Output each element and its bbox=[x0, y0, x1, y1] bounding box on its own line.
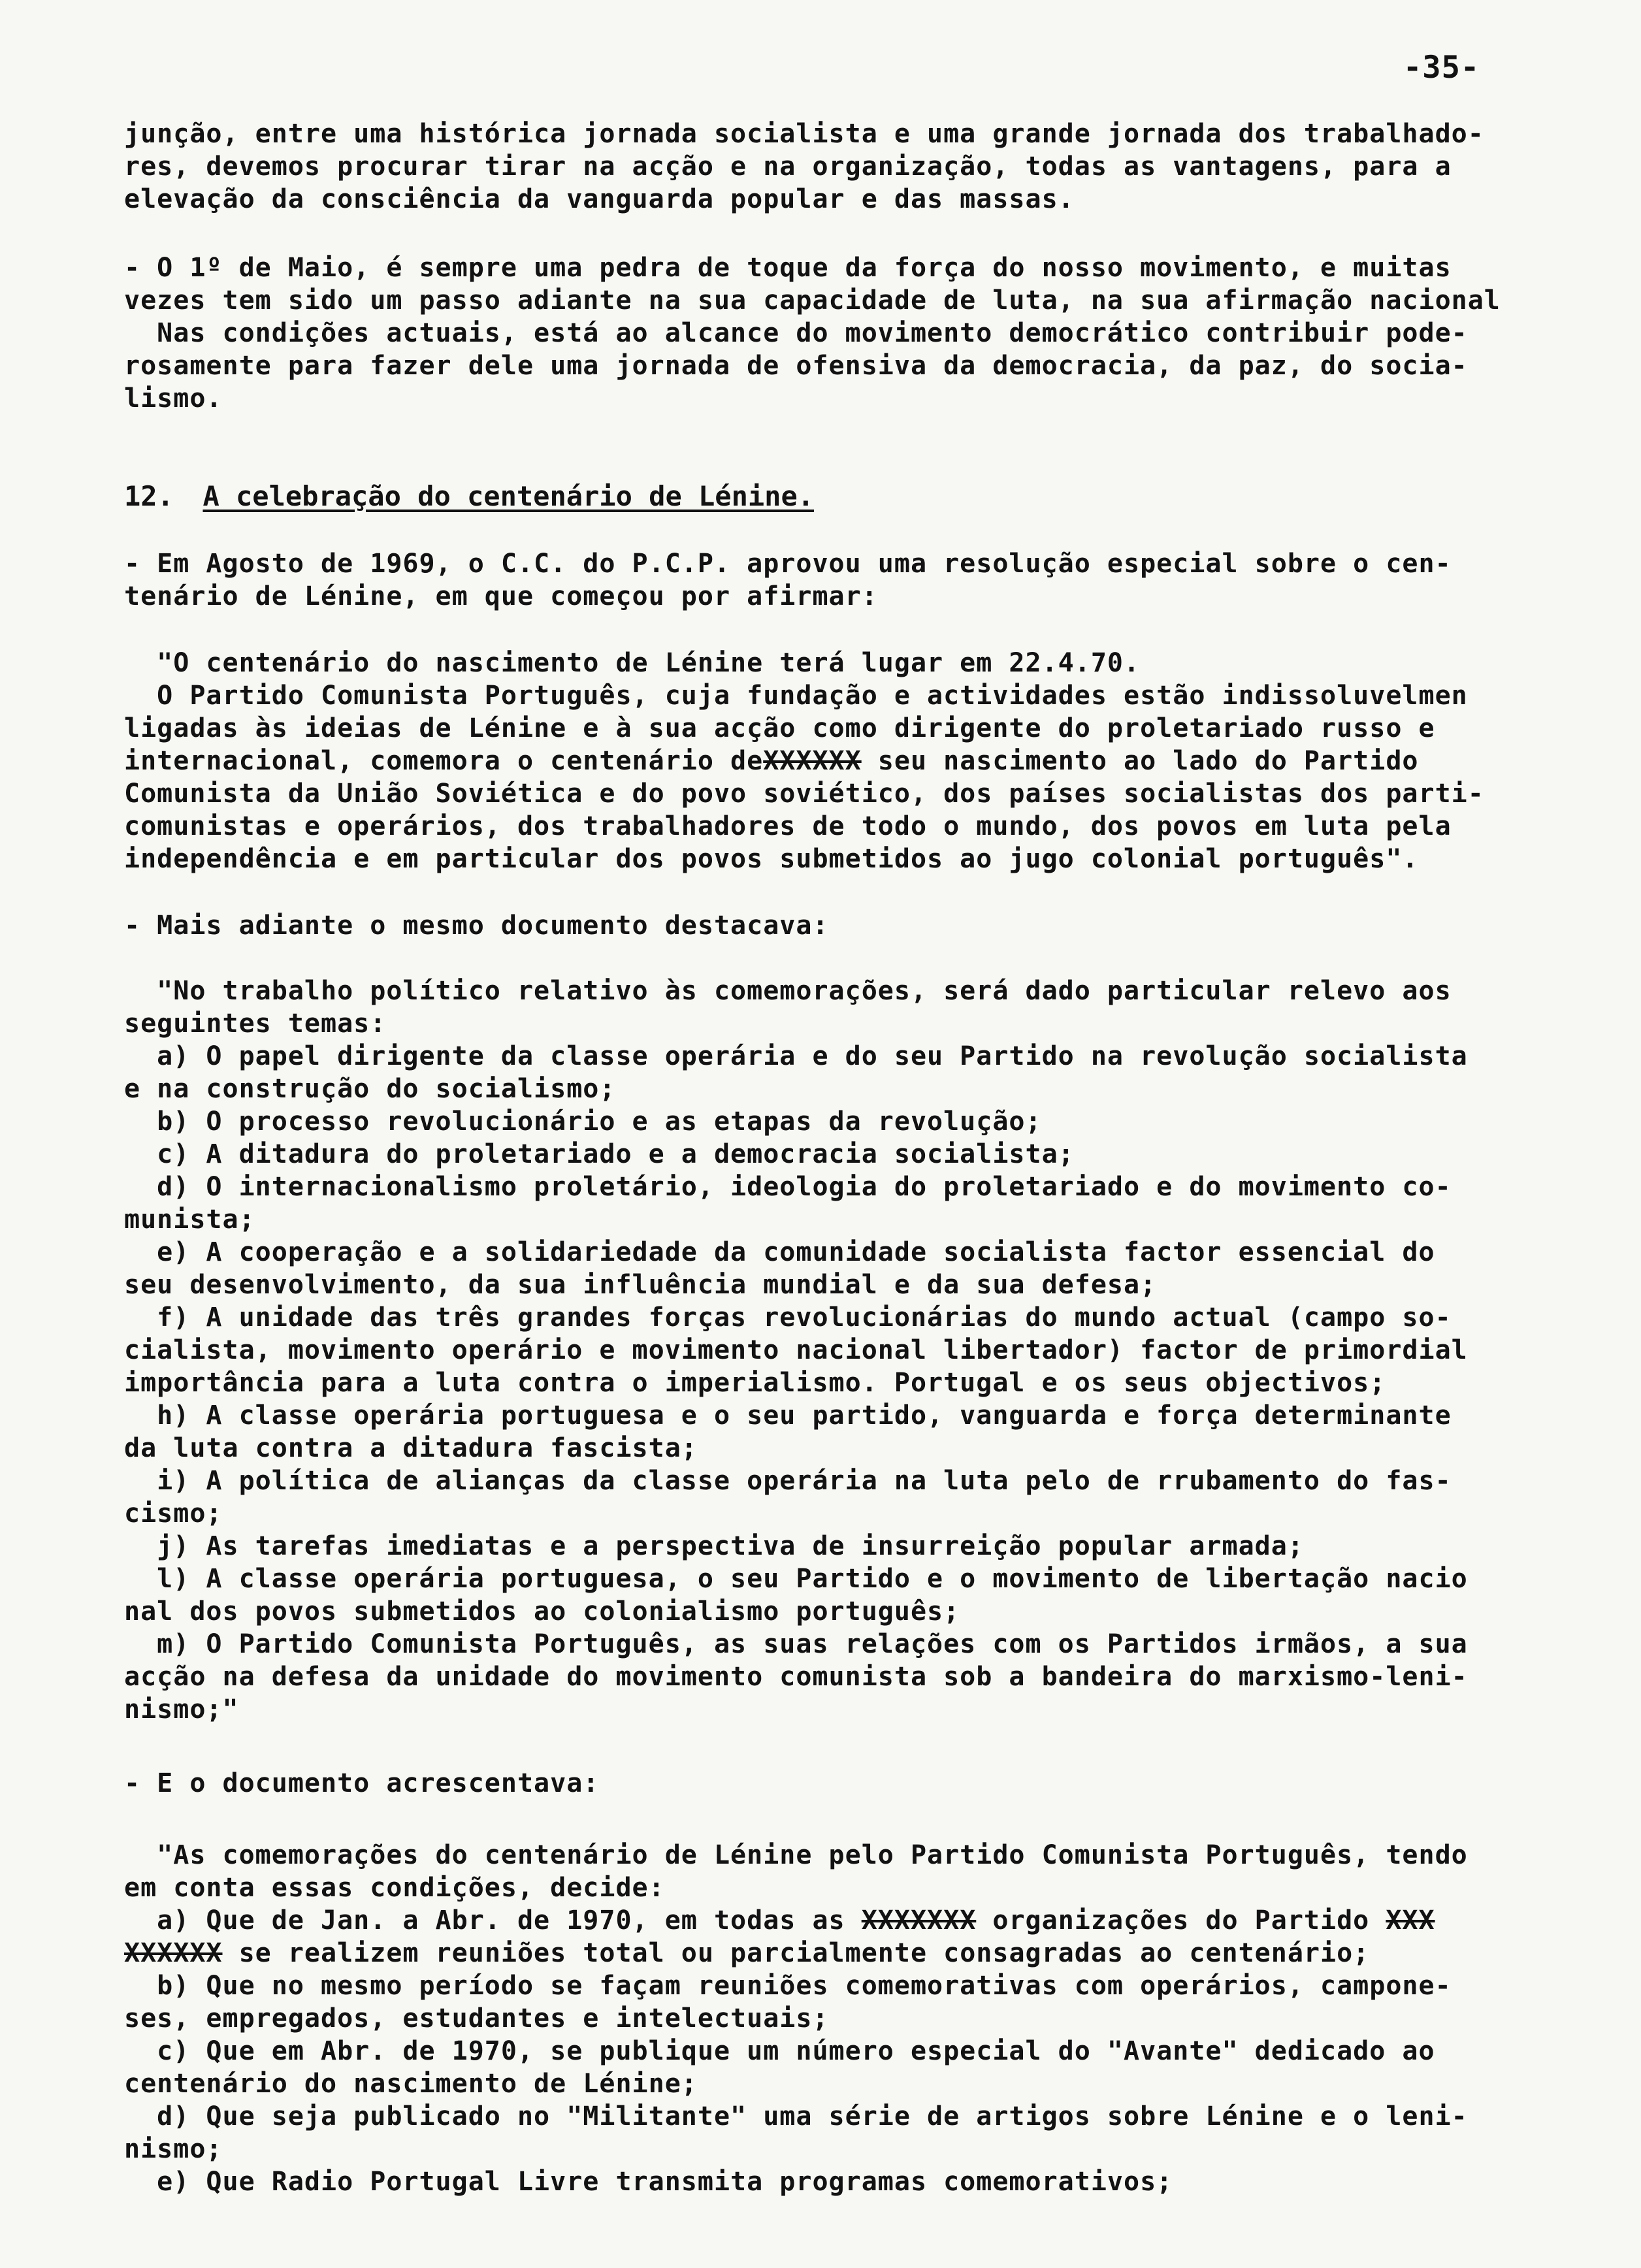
text-line: m) O Partido Comunista Português, as suas relações com os Partidos irmãos, a sua bbox=[124, 1629, 1468, 1659]
text-line: d) O internacionalismo proletário, ideologia do proletariado e do movimento co- bbox=[124, 1172, 1452, 1202]
text-line: "O centenário do nascimento de Lénine terá lugar em 22.4.70. bbox=[124, 648, 1141, 678]
text-line: a) O papel dirigente da classe operária e do seu Partido na revolução socialista bbox=[124, 1041, 1468, 1071]
quote-3 bbox=[124, 1839, 1620, 2198]
text-line: "As comemorações do centenário de Lénine pelo Partido Comunista Português, tendo bbox=[124, 1840, 1468, 1870]
text-line: c) Que em Abr. de 1970, se publique um número especial do "Avante" dedicado ao bbox=[124, 2036, 1435, 2066]
text-line: Comunista da União Soviética e do povo soviético, dos países socialistas dos parti- bbox=[124, 779, 1484, 809]
text-line: seu desenvolvimento, da sua influência mundial e da sua defesa; bbox=[124, 1270, 1157, 1300]
section-heading bbox=[124, 480, 1620, 512]
paragraph-4 bbox=[124, 909, 1620, 942]
text-line: e) Que Radio Portugal Livre transmita programas comemorativos; bbox=[124, 2167, 1173, 2197]
struck-text: XXXXXX bbox=[763, 746, 862, 776]
text-line: nismo; bbox=[124, 2134, 223, 2164]
text-line: centenário do nascimento de Lénine; bbox=[124, 2069, 698, 2099]
text-line: lismo. bbox=[124, 383, 223, 413]
text-line: h) A classe operária portuguesa e o seu partido, vanguarda e força determinante bbox=[124, 1401, 1452, 1431]
text-line: comunistas e operários, dos trabalhadores de todo o mundo, dos povos em luta pela bbox=[124, 811, 1452, 841]
text-line: cismo; bbox=[124, 1498, 223, 1529]
text-line: seguintes temas: bbox=[124, 1009, 387, 1039]
text-line: a) Que de Jan. a Abr. de 1970, em todas as XXXXXXX organizações do Partido XXX bbox=[124, 1905, 1435, 1936]
struck-text: XXXXXXX bbox=[861, 1905, 977, 1936]
text-line: - Mais adiante o mesmo documento destacava: bbox=[124, 911, 829, 941]
page-number: -35- bbox=[1403, 50, 1480, 86]
paragraph-3 bbox=[124, 547, 1620, 613]
text-line: e) A cooperação e a solidariedade da comunidade socialista factor essencial do bbox=[124, 1237, 1435, 1267]
text-line: O Partido Comunista Português, cuja fundação e actividades estão indissoluvelmen bbox=[124, 681, 1468, 711]
quote-1 bbox=[124, 647, 1620, 875]
text-line: Nas condições actuais, está ao alcance do movimento democrático contribuir pode- bbox=[124, 318, 1468, 348]
section-title: A celebração do centenário de Lénine. bbox=[203, 480, 815, 512]
paragraph-2 bbox=[124, 251, 1620, 415]
text-line: b) Que no mesmo período se façam reuniões comemorativas com operários, campone- bbox=[124, 1971, 1452, 2001]
paragraph-1 bbox=[124, 118, 1620, 216]
text-line: c) A ditadura do proletariado e a democracia socialista; bbox=[124, 1139, 1075, 1169]
section-number: 12. bbox=[124, 480, 174, 512]
text-line: res, devemos procurar tirar na acção e na organização, todas as vantagens, para a bbox=[124, 152, 1452, 182]
text-line: ses, empregados, estudantes e intelectuais; bbox=[124, 2003, 829, 2033]
text-line: acção na defesa da unidade do movimento comunista sob a bandeira do marxismo-leni- bbox=[124, 1662, 1468, 1692]
text-line: f) A unidade das três grandes forças revolucionárias do mundo actual (campo so- bbox=[124, 1303, 1452, 1333]
text-line: e na construção do socialismo; bbox=[124, 1074, 616, 1104]
text-line: elevação da consciência da vanguarda popular e das massas. bbox=[124, 184, 1075, 214]
text-line: i) A política de alianças da classe operária na luta pelo de rrubamento do fas- bbox=[124, 1466, 1452, 1496]
text-line: internacional, comemora o centenário deXXXXXX seu nascimento ao lado do Partido bbox=[124, 746, 1419, 776]
text-line: d) Que seja publicado no "Militante" uma série de artigos sobre Lénine e o leni- bbox=[124, 2101, 1468, 2131]
struck-text: XXXXXX bbox=[124, 1938, 223, 1968]
text-line: rosamente para fazer dele uma jornada de ofensiva da democracia, da paz, do socia- bbox=[124, 351, 1468, 381]
text-line: junção, entre uma histórica jornada socialista e uma grande jornada dos trabalhado- bbox=[124, 119, 1484, 149]
quote-2 bbox=[124, 975, 1620, 1726]
text-line: j) As tarefas imediatas e a perspectiva de insurreição popular armada; bbox=[124, 1531, 1304, 1561]
paragraph-5 bbox=[124, 1767, 1620, 1800]
text-line: - Em Agosto de 1969, o C.C. do P.C.P. aprovou uma resolução especial sobre o cen- bbox=[124, 549, 1452, 579]
text-line: nismo;" bbox=[124, 1694, 239, 1725]
text-line: munista; bbox=[124, 1205, 255, 1235]
text-line: nal dos povos submetidos ao colonialismo português; bbox=[124, 1596, 960, 1627]
text-line: independência e em particular dos povos submetidos ao jugo colonial português". bbox=[124, 844, 1419, 874]
text-line: XXXXXX se realizem reuniões total ou parcialmente consagradas ao centenário; bbox=[124, 1938, 1370, 1968]
text-line: - E o documento acrescentava: bbox=[124, 1768, 600, 1798]
text-line: da luta contra a ditadura fascista; bbox=[124, 1433, 698, 1463]
text-line: vezes tem sido um passo adiante na sua capacidade de luta, na sua afirmação nacional bbox=[124, 285, 1501, 316]
text-line: ligadas às ideias de Lénine e à sua acção como dirigente do proletariado russo e bbox=[124, 713, 1435, 743]
text-line: em conta essas condições, decide: bbox=[124, 1873, 665, 1903]
text-line: "No trabalho político relativo às comemorações, será dado particular relevo aos bbox=[124, 976, 1452, 1006]
text-line: - O 1º de Maio, é sempre uma pedra de toque da força do nosso movimento, e muitas bbox=[124, 253, 1452, 283]
text-line: tenário de Lénine, em que começou por afirmar: bbox=[124, 581, 878, 611]
text-line: l) A classe operária portuguesa, o seu Partido e o movimento de libertação nacio bbox=[124, 1564, 1468, 1594]
text-line: b) O processo revolucionário e as etapas da revolução; bbox=[124, 1107, 1042, 1137]
text-line: cialista, movimento operário e movimento nacional libertador) factor de primordial bbox=[124, 1335, 1468, 1365]
text-line: importância para a luta contra o imperialismo. Portugal e os seus objectivos; bbox=[124, 1368, 1386, 1398]
struck-text: XXX bbox=[1386, 1905, 1435, 1936]
